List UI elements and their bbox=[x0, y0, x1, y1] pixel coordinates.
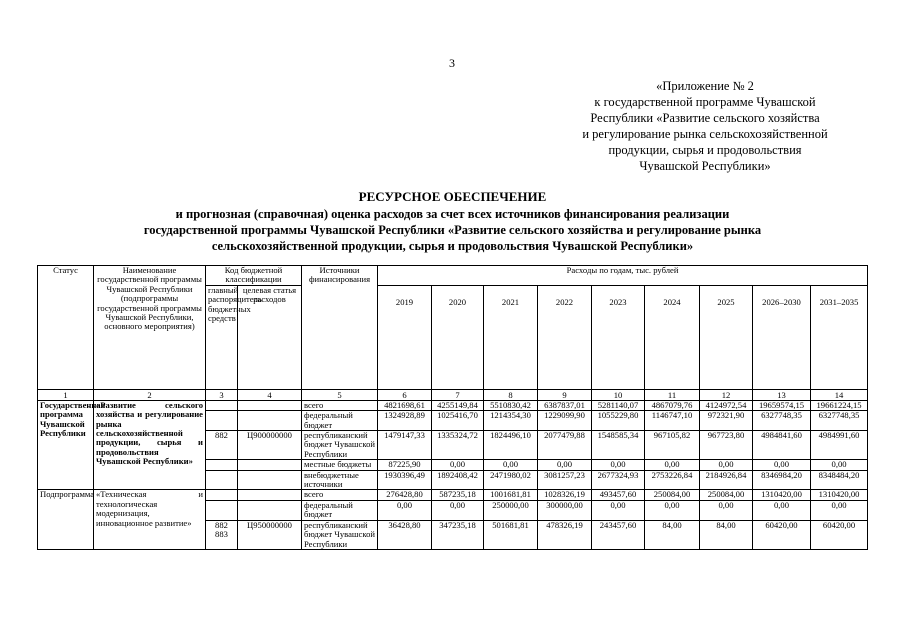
row-value: 3081257,23 bbox=[538, 470, 592, 490]
title-line: и прогнозная (справочная) оценка расходов за счет всех источников финансирования реализации bbox=[175, 207, 730, 221]
row-source: всего bbox=[302, 400, 378, 410]
row-target-item: Ц900000000 bbox=[238, 431, 302, 460]
column-number: 11 bbox=[645, 389, 700, 400]
row-value: 1310420,00 bbox=[811, 490, 868, 500]
header-year: 2022 bbox=[538, 285, 592, 389]
column-number: 12 bbox=[700, 389, 753, 400]
row-value: 4255149,84 bbox=[432, 400, 484, 410]
appendix-line: к государственной программе Чувашской bbox=[594, 95, 816, 109]
row-value: 1310420,00 bbox=[753, 490, 811, 500]
row-value: 1930396,49 bbox=[378, 470, 432, 490]
row-value: 5281140,07 bbox=[592, 400, 645, 410]
row-value: 19659574,15 bbox=[753, 400, 811, 410]
row-main-manager bbox=[206, 400, 238, 410]
row-value: 0,00 bbox=[700, 500, 753, 520]
row-value: 2077479,88 bbox=[538, 431, 592, 460]
row-name: «Техническая и технологическая модернизация, инновационное развитие» bbox=[94, 490, 206, 549]
row-main-manager bbox=[206, 431, 238, 460]
column-number: 3 bbox=[206, 389, 238, 400]
appendix-line: «Приложение № 2 bbox=[656, 79, 754, 93]
resource-table bbox=[37, 265, 868, 550]
row-main-manager bbox=[206, 470, 238, 490]
row-source: федеральный бюджет bbox=[302, 500, 378, 520]
row-value: 250084,00 bbox=[645, 490, 700, 500]
row-value: 0,00 bbox=[811, 460, 868, 470]
row-value: 1548585,34 bbox=[592, 431, 645, 460]
row-value: 0,00 bbox=[484, 460, 538, 470]
row-value: 1892408,42 bbox=[432, 470, 484, 490]
row-main-manager bbox=[206, 460, 238, 470]
row-value: 587235,18 bbox=[432, 490, 484, 500]
row-value: 0,00 bbox=[592, 460, 645, 470]
row-value: 8348484,20 bbox=[811, 470, 868, 490]
row-target-item bbox=[238, 460, 302, 470]
row-value: 84,00 bbox=[700, 520, 753, 549]
row-value: 1324928,89 bbox=[378, 411, 432, 431]
column-number: 5 bbox=[302, 389, 378, 400]
document-title bbox=[40, 189, 865, 254]
row-value: 1146747,10 bbox=[645, 411, 700, 431]
row-value: 36428,80 bbox=[378, 520, 432, 549]
row-value: 4867079,76 bbox=[645, 400, 700, 410]
row-value: 243457,60 bbox=[592, 520, 645, 549]
row-value: 60420,00 bbox=[753, 520, 811, 549]
row-value: 1824496,10 bbox=[484, 431, 538, 460]
row-value: 276428,80 bbox=[378, 490, 432, 500]
appendix-line: Чувашской Республики» bbox=[639, 159, 771, 173]
row-value: 1214354,30 bbox=[484, 411, 538, 431]
table-row bbox=[38, 490, 868, 500]
title-line: сельскохозяйственной продукции, сырья и продовольствия Чувашской Республики» bbox=[211, 239, 694, 253]
row-source: внебюджетные источники bbox=[302, 470, 378, 490]
row-source: федеральный бюджет bbox=[302, 411, 378, 431]
title-heading: РЕСУРСНОЕ ОБЕСПЕЧЕНИЕ bbox=[358, 189, 547, 204]
row-value: 300000,00 bbox=[538, 500, 592, 520]
row-source: всего bbox=[302, 490, 378, 500]
row-value: 967723,80 bbox=[700, 431, 753, 460]
header-year: 2031–2035 bbox=[811, 285, 868, 389]
row-main-manager bbox=[206, 411, 238, 431]
row-value: 0,00 bbox=[378, 500, 432, 520]
header-year: 2021 bbox=[484, 285, 538, 389]
row-name: «Развитие сельского хозяйства и регулирование рынка сельскохозяйственной продукции, сырья и продовольствия Чувашской Республики» bbox=[94, 400, 206, 490]
row-target-item bbox=[238, 400, 302, 410]
header-name: Наименование государственной программы Чувашской Республики (подпрограммы государственной программы Чувашской Республики, основного мероприятия) bbox=[94, 266, 206, 390]
header-year: 2026–2030 bbox=[753, 285, 811, 389]
column-number: 9 bbox=[538, 389, 592, 400]
column-number: 13 bbox=[753, 389, 811, 400]
row-target-item: Ц950000000 bbox=[238, 520, 302, 549]
header-budget-code: Код бюджетной классификации bbox=[206, 266, 302, 286]
row-value: 1001681,81 bbox=[484, 490, 538, 500]
row-value: 0,00 bbox=[432, 460, 484, 470]
row-value: 1479147,33 bbox=[378, 431, 432, 460]
appendix-line: и регулирование рынка сельскохозяйственной bbox=[582, 127, 828, 141]
header-status: Статус bbox=[38, 266, 94, 390]
column-number: 10 bbox=[592, 389, 645, 400]
header-year: 2019 bbox=[378, 285, 432, 389]
row-value: 0,00 bbox=[753, 500, 811, 520]
row-value: 2471980,02 bbox=[484, 470, 538, 490]
row-value: 0,00 bbox=[592, 500, 645, 520]
column-number: 2 bbox=[94, 389, 206, 400]
header-year: 2023 bbox=[592, 285, 645, 389]
header-year: 2025 bbox=[700, 285, 753, 389]
row-value: 2677324,93 bbox=[592, 470, 645, 490]
row-source: местные бюджеты bbox=[302, 460, 378, 470]
row-value: 0,00 bbox=[645, 460, 700, 470]
header-year: 2024 bbox=[645, 285, 700, 389]
row-status: Государственная программа Чувашской Республики bbox=[38, 400, 94, 490]
row-status: Подпрограмма bbox=[38, 490, 94, 549]
table-row bbox=[38, 400, 868, 410]
column-number: 8 bbox=[484, 389, 538, 400]
row-source: республиканский бюджет Чувашской Республики bbox=[302, 520, 378, 549]
appendix-line: Республики «Развитие сельского хозяйства bbox=[590, 111, 820, 125]
row-value: 478326,19 bbox=[538, 520, 592, 549]
row-value: 250084,00 bbox=[700, 490, 753, 500]
row-target-item bbox=[238, 490, 302, 500]
header-expenses: Расходы по годам, тыс. рублей bbox=[378, 266, 868, 286]
row-main-manager bbox=[206, 520, 238, 549]
row-value: 4984841,60 bbox=[753, 431, 811, 460]
row-value: 0,00 bbox=[432, 500, 484, 520]
row-value: 493457,60 bbox=[592, 490, 645, 500]
row-main-manager bbox=[206, 490, 238, 500]
row-source: республиканский бюджет Чувашской Республики bbox=[302, 431, 378, 460]
column-number: 7 bbox=[432, 389, 484, 400]
row-value: 1055229,80 bbox=[592, 411, 645, 431]
row-target-item bbox=[238, 470, 302, 490]
row-target-item bbox=[238, 500, 302, 520]
header-target-item: целевая статья расходов bbox=[238, 285, 302, 389]
row-value: 6387837,01 bbox=[538, 400, 592, 410]
row-value: 0,00 bbox=[700, 460, 753, 470]
row-value: 84,00 bbox=[645, 520, 700, 549]
row-value: 0,00 bbox=[645, 500, 700, 520]
row-value: 347235,18 bbox=[432, 520, 484, 549]
column-number: 14 bbox=[811, 389, 868, 400]
row-value: 0,00 bbox=[811, 500, 868, 520]
row-value: 4124972,54 bbox=[700, 400, 753, 410]
row-value: 5510830,42 bbox=[484, 400, 538, 410]
row-value: 1025416,70 bbox=[432, 411, 484, 431]
manager-code: 882 bbox=[215, 430, 228, 441]
row-value: 6327748,35 bbox=[753, 411, 811, 431]
row-value: 2753226,84 bbox=[645, 470, 700, 490]
row-value: 1229099,90 bbox=[538, 411, 592, 431]
row-value: 8346984,20 bbox=[753, 470, 811, 490]
title-line: государственной программы Чувашской Республики «Развитие сельского хозяйства и регулирование рынка bbox=[143, 223, 762, 237]
row-value: 87225,90 bbox=[378, 460, 432, 470]
row-value: 1028326,19 bbox=[538, 490, 592, 500]
manager-code: 882 bbox=[215, 519, 228, 530]
row-value: 250000,00 bbox=[484, 500, 538, 520]
row-value: 967105,82 bbox=[645, 431, 700, 460]
row-value: 4821698,61 bbox=[378, 400, 432, 410]
manager-code: 883 bbox=[215, 529, 228, 540]
column-number: 6 bbox=[378, 389, 432, 400]
row-value: 0,00 bbox=[753, 460, 811, 470]
row-value: 6327748,35 bbox=[811, 411, 868, 431]
row-value: 2184926,84 bbox=[700, 470, 753, 490]
row-main-manager bbox=[206, 500, 238, 520]
column-number: 4 bbox=[238, 389, 302, 400]
row-value: 501681,81 bbox=[484, 520, 538, 549]
page-number: 3 bbox=[449, 56, 455, 70]
row-value: 972321,90 bbox=[700, 411, 753, 431]
row-value: 19661224,15 bbox=[811, 400, 868, 410]
row-value: 0,00 bbox=[538, 460, 592, 470]
header-sources: Источники финансирования bbox=[302, 266, 378, 390]
appendix-line: продукции, сырья и продовольствия bbox=[608, 143, 802, 157]
row-value: 4984991,60 bbox=[811, 431, 868, 460]
row-value: 1335324,72 bbox=[432, 431, 484, 460]
row-target-item bbox=[238, 411, 302, 431]
appendix-note bbox=[540, 78, 870, 174]
header-main-manager: главный распорядитель бюджетных средств bbox=[206, 285, 238, 389]
column-number: 1 bbox=[38, 389, 94, 400]
row-value: 60420,00 bbox=[811, 520, 868, 549]
header-year: 2020 bbox=[432, 285, 484, 389]
